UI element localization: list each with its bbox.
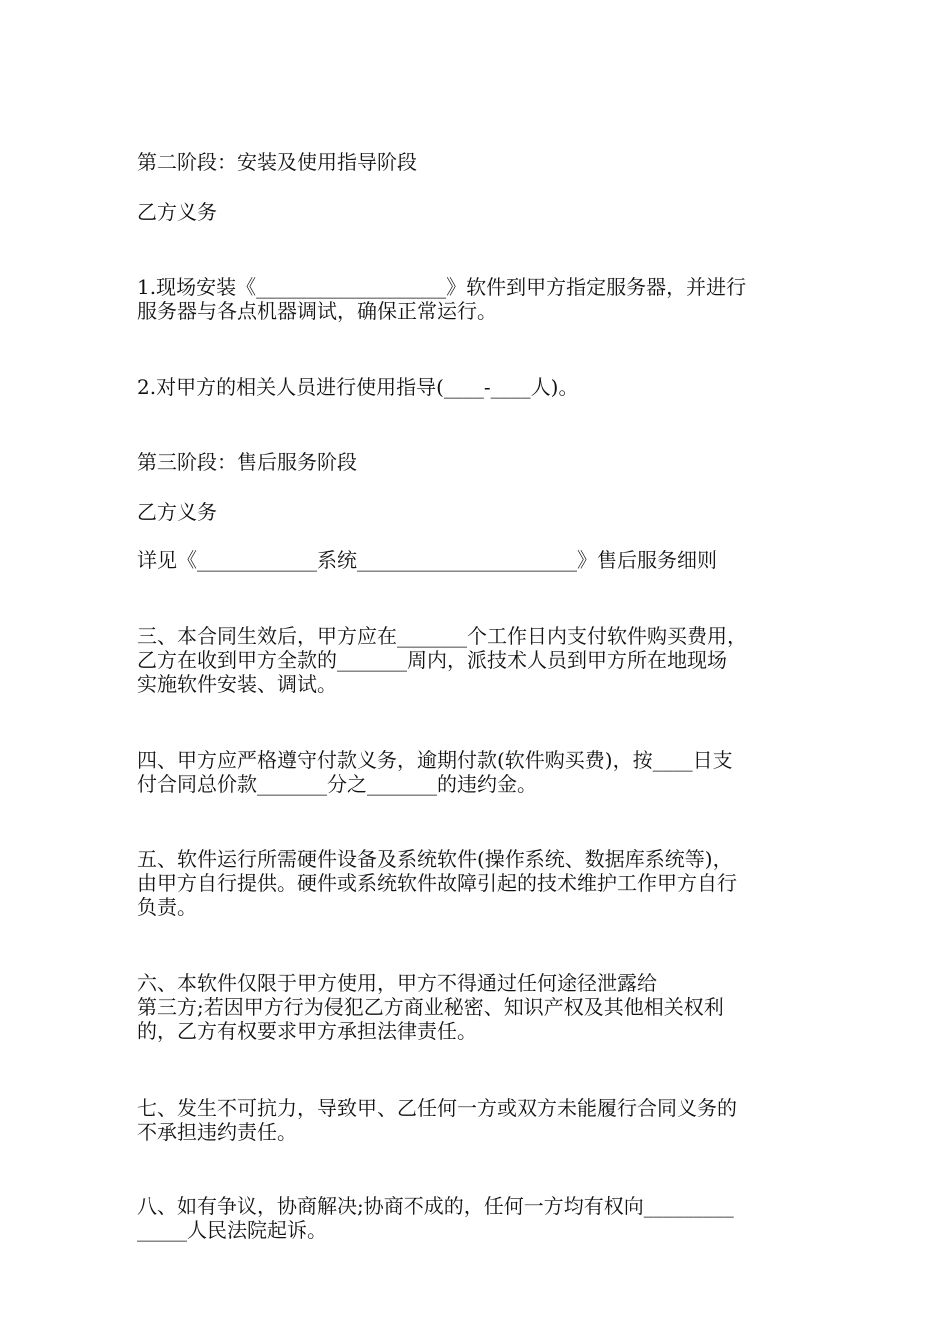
- clause-three-payment: 三、本合同生效后，甲方应在_______个工作日内支付软件购买费用， 乙方在收到甲方全款的_______周内，派技术人员到甲方所在地现场 实施软件安装、调试。: [137, 624, 747, 696]
- clause-training: 2.对甲方的相关人员进行使用指导(____-____人)。: [137, 375, 579, 399]
- section-heading-stage-two: 第二阶段：安装及使用指导阶段: [137, 150, 417, 174]
- section-heading-stage-three: 第三阶段：售后服务阶段: [137, 450, 357, 474]
- after-sales-reference: 详见《____________系统______________________》售后服务细则: [137, 548, 717, 572]
- clause-install: 1.现场安装《___________________》软件到甲方指定服务器，并进行 服务器与各点机器调试，确保正常运行。: [137, 275, 747, 323]
- clause-five-hardware: 五、软件运行所需硬件设备及系统软件(操作系统、数据库系统等)， 由甲方自行提供。硬件或系统软件故障引起的技术维护工作甲方自行 负责。: [137, 847, 737, 919]
- clause-four-penalty: 四、甲方应严格遵守付款义务，逾期付款(软件购买费)，按____日支 付合同总价款_______分之_______的违约金。: [137, 748, 733, 796]
- clause-six-confidentiality: 六、本软件仅限于甲方使用，甲方不得通过任何途径泄露给 第三方;若因甲方行为侵犯乙方商业秘密、知识产权及其他相关权利 的，乙方有权要求甲方承担法律责任。: [137, 971, 724, 1043]
- party-b-obligations-label-2: 乙方义务: [137, 500, 217, 524]
- party-b-obligations-label: 乙方义务: [137, 200, 217, 224]
- clause-eight-dispute: 八、如有争议，协商解决;协商不成的，任何一方均有权向_________ _____人民法院起诉。: [137, 1194, 734, 1242]
- clause-seven-force-majeure: 七、发生不可抗力，导致甲、乙任何一方或双方未能履行合同义务的 不承担违约责任。: [137, 1096, 737, 1144]
